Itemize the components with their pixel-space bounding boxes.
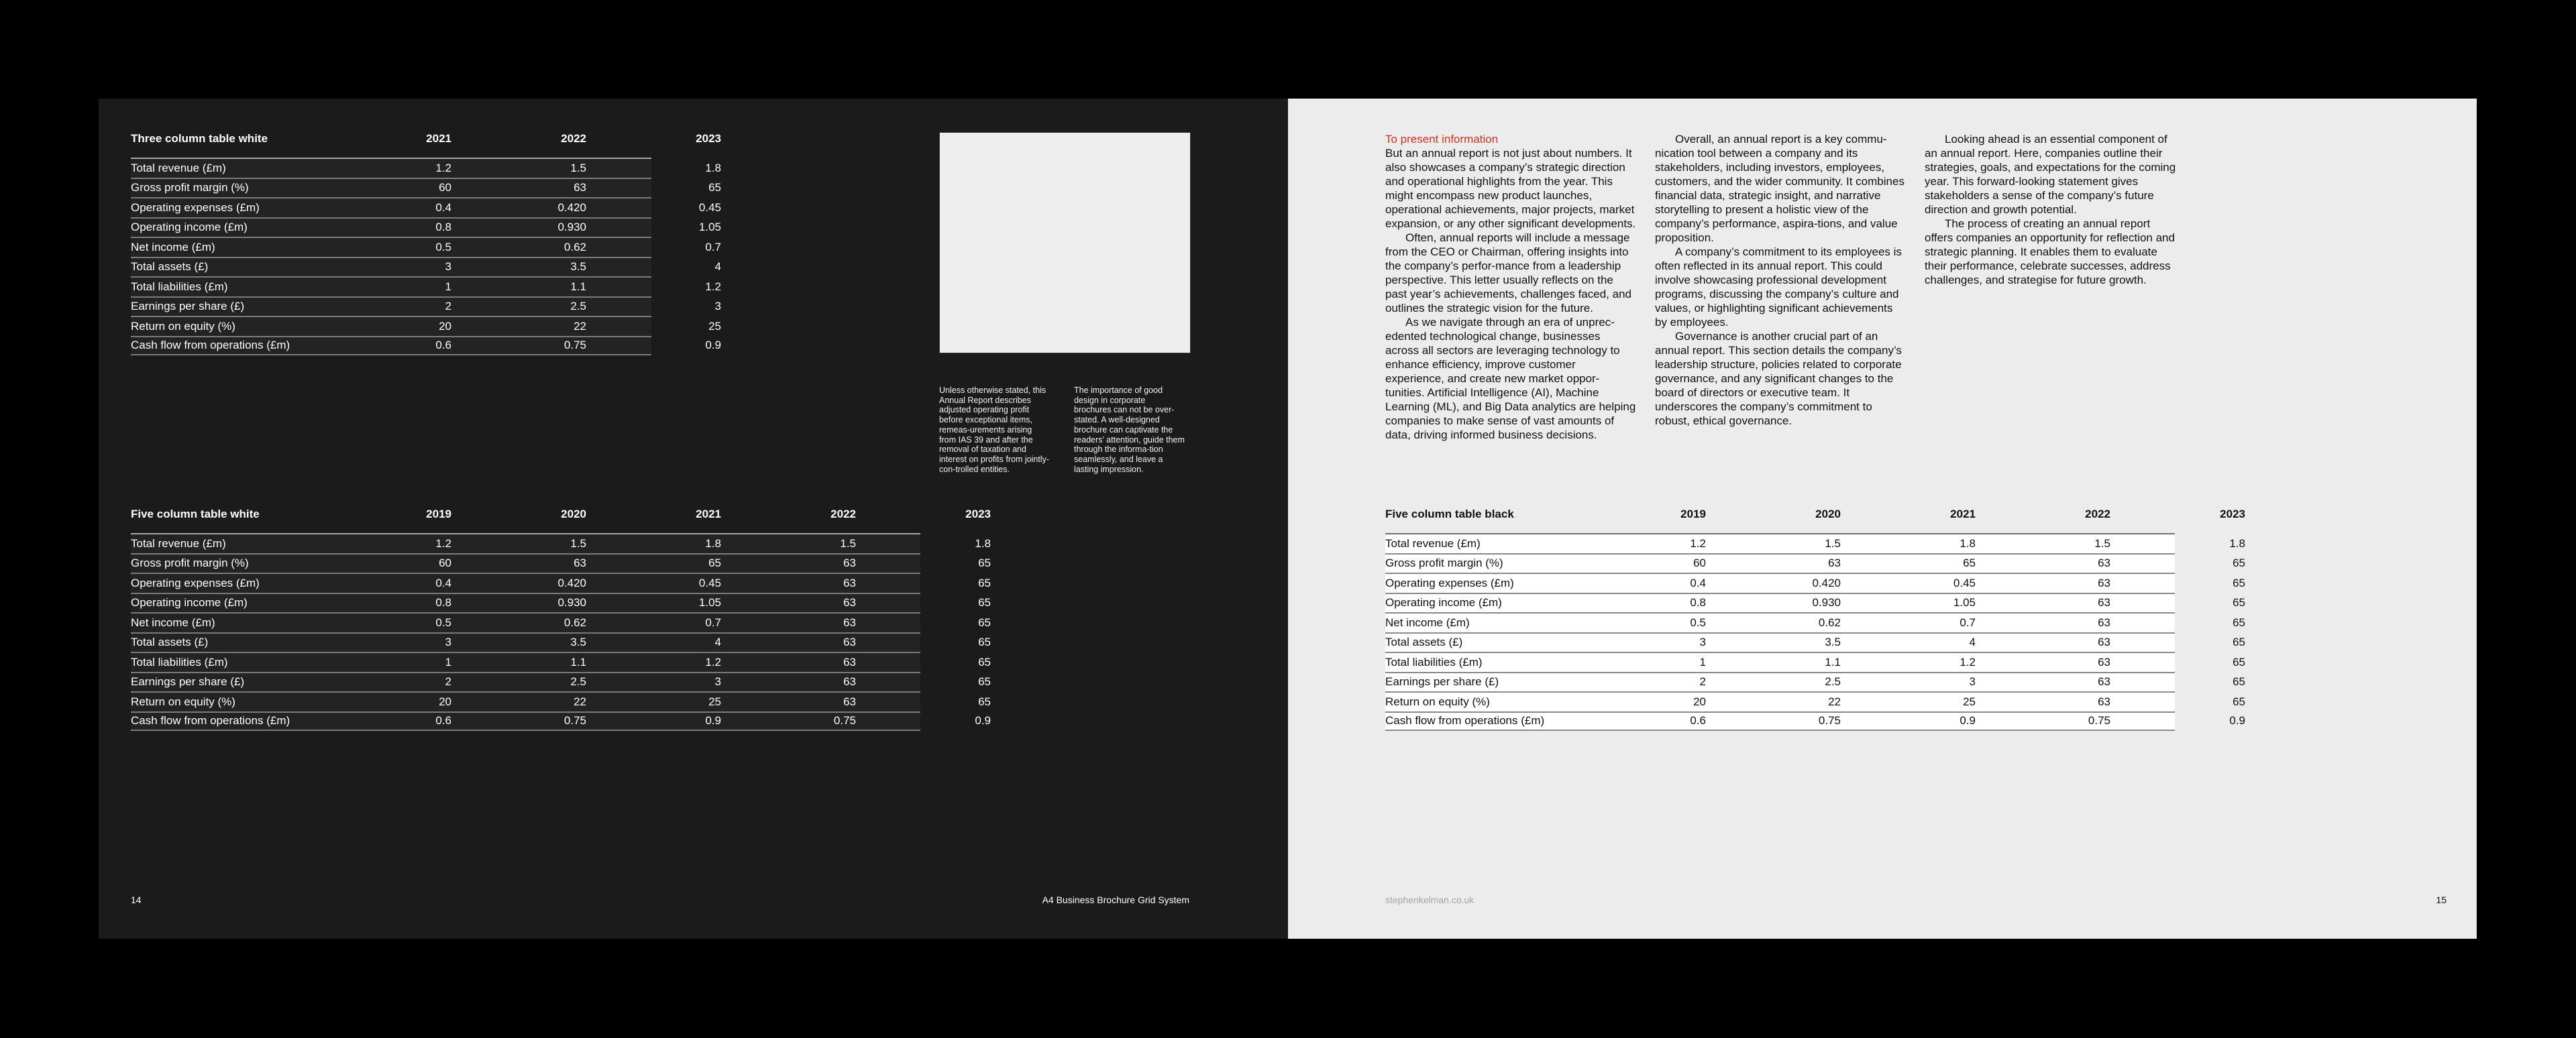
cell-value: 0.420 <box>1812 576 1841 589</box>
cell-value: 0.930 <box>557 596 586 610</box>
cell-value: 0.62 <box>1818 616 1841 629</box>
table-row <box>1385 652 2245 672</box>
paragraph: But an annual report is not just about numbers. It also showcases a company’s strategic direction and operational highlights from the year. This might encompass new product launches, operational achievements, major projects, market expansion, or any other significant developments. <box>1385 147 1636 230</box>
cell-value: 1.8 <box>1960 536 1976 550</box>
row-label: Earnings per share (£) <box>131 675 245 689</box>
table-row <box>131 336 721 356</box>
table-row <box>1385 691 2245 711</box>
cell-value: 1.5 <box>1825 536 1841 550</box>
cell-value: 1.8 <box>2229 536 2245 550</box>
cell-value: 63 <box>843 616 856 629</box>
cell-value: 0.8 <box>1690 596 1706 610</box>
cell-value: 22 <box>1828 695 1841 708</box>
cell-value: 0.9 <box>2229 714 2245 728</box>
cell-value: 1.1 <box>1825 655 1841 669</box>
table-row <box>131 217 721 237</box>
cell-value: 0.6 <box>1690 714 1706 728</box>
row-label: Net income (£m) <box>1385 616 1470 629</box>
cell-value: 0.7 <box>705 616 721 629</box>
cell-value: 1.5 <box>570 161 586 174</box>
table-row <box>131 652 991 672</box>
cell-value: 0.930 <box>557 221 586 234</box>
table-row <box>131 276 721 296</box>
cell-value: 2.5 <box>570 675 586 689</box>
cell-value: 63 <box>843 576 856 589</box>
cell-value: 65 <box>2233 636 2245 649</box>
table-row <box>131 237 721 257</box>
cell-value: 63 <box>843 655 856 669</box>
cell-value: 0.45 <box>698 576 721 589</box>
cell-value: 0.75 <box>2088 714 2110 728</box>
cell-value: 1.5 <box>840 536 856 550</box>
row-label: Return on equity (%) <box>1385 695 1490 708</box>
cell-value: 0.9 <box>975 714 991 728</box>
cell-value: 3.5 <box>1825 636 1841 649</box>
cell-value: 0.7 <box>705 240 721 253</box>
cell-value: 63 <box>2098 576 2110 589</box>
cell-value: 63 <box>2098 616 2110 629</box>
year-header: 2022 <box>830 508 856 520</box>
table-row <box>131 178 721 198</box>
year-header: 2022 <box>2085 508 2110 520</box>
cell-value: 1.2 <box>435 536 451 550</box>
cell-value: 63 <box>843 557 856 570</box>
cell-value: 65 <box>978 695 991 708</box>
cell-value: 63 <box>2098 675 2110 689</box>
right-page <box>1288 99 2477 939</box>
cell-value: 1.1 <box>570 280 586 293</box>
paragraph: Overall, an annual report is a key commu-nication tool between a company and its stakeholders, including investors, employees, customers, and the wider community. It combines financial data, strategic insight, and narrative storytelling to present a holistic view of the company’s performance, aspira-tions, and value proposition. <box>1655 133 1904 244</box>
cell-value: 25 <box>708 695 721 708</box>
row-label: Operating expenses (£m) <box>131 576 260 589</box>
cell-value: 65 <box>978 636 991 649</box>
table-row <box>131 573 991 593</box>
cell-value: 1.2 <box>705 280 721 293</box>
cell-value: 22 <box>574 319 586 333</box>
cell-value: 65 <box>2233 616 2245 629</box>
cell-value: 0.45 <box>698 200 721 214</box>
cell-value: 3.5 <box>570 260 586 274</box>
cell-value: 63 <box>574 557 586 570</box>
cell-value: 63 <box>2098 557 2110 570</box>
row-label: Total liabilities (£m) <box>131 655 228 669</box>
cell-value: 0.7 <box>1960 616 1976 629</box>
cell-value: 3.5 <box>570 636 586 649</box>
paragraph: Often, annual reports will include a message from the CEO or Chairman, offering insights into the company’s perfor-mance from a leadership perspective. This letter usually reflects on the past year’s achievements, challenges faced, and outlines the strategic vision for the future. <box>1385 231 1631 314</box>
row-label: Total assets (£) <box>1385 636 1463 649</box>
table-row <box>1385 711 2245 732</box>
cell-value: 22 <box>574 695 586 708</box>
year-header: 2019 <box>1680 508 1706 520</box>
cell-value: 63 <box>2098 655 2110 669</box>
cell-value: 65 <box>978 616 991 629</box>
text-column-2 <box>1655 132 1907 428</box>
table-title: Three column table white <box>131 132 268 145</box>
section-heading: To present information <box>1385 133 1499 146</box>
year-header: 2019 <box>426 508 451 520</box>
cell-value: 3 <box>445 636 451 649</box>
row-label: Total revenue (£m) <box>131 161 226 174</box>
cell-value: 0.75 <box>1818 714 1841 728</box>
table-row <box>131 553 991 573</box>
cell-value: 0.420 <box>557 576 586 589</box>
table-header <box>1385 505 2245 524</box>
table-title: Five column table black <box>1385 508 1514 520</box>
cell-value: 3 <box>1699 636 1706 649</box>
cell-value: 0.5 <box>435 240 451 253</box>
cell-value: 60 <box>1693 557 1706 570</box>
table-row <box>131 533 991 553</box>
three-column-table <box>131 129 721 355</box>
cell-value: 1 <box>445 280 451 293</box>
row-label: Cash flow from operations (£m) <box>131 339 290 352</box>
cell-value: 1.05 <box>1953 596 1976 610</box>
cell-value: 65 <box>708 557 721 570</box>
table-row <box>131 593 991 613</box>
cell-value: 4 <box>714 260 721 274</box>
cell-value: 1.05 <box>698 221 721 234</box>
cell-value: 0.4 <box>435 200 451 214</box>
cell-value: 63 <box>2098 636 2110 649</box>
row-label: Net income (£m) <box>131 240 215 253</box>
cell-value: 63 <box>843 695 856 708</box>
row-label: Total revenue (£m) <box>131 536 226 550</box>
cell-value: 4 <box>1969 636 1976 649</box>
cell-value: 65 <box>978 675 991 689</box>
cell-value: 65 <box>2233 596 2245 610</box>
table-row <box>1385 672 2245 692</box>
cell-value: 1.1 <box>570 655 586 669</box>
cell-value: 63 <box>843 636 856 649</box>
year-header: 2020 <box>1815 508 1841 520</box>
table-body <box>131 158 721 355</box>
cell-value: 0.4 <box>1690 576 1706 589</box>
cell-value: 0.75 <box>564 714 586 728</box>
table-row <box>131 711 991 732</box>
row-label: Total revenue (£m) <box>1385 536 1481 550</box>
cell-value: 1.2 <box>1690 536 1706 550</box>
cell-value: 0.5 <box>435 616 451 629</box>
table-row <box>131 672 991 692</box>
cell-value: 0.8 <box>435 221 451 234</box>
cell-value: 1.5 <box>2094 536 2110 550</box>
cell-value: 0.6 <box>435 339 451 352</box>
cell-value: 1.8 <box>705 161 721 174</box>
footer-title: A4 Business Brochure Grid System <box>1042 895 1189 905</box>
table-title: Five column table white <box>131 508 260 520</box>
cell-value: 4 <box>714 636 721 649</box>
year-header: 2023 <box>965 508 991 520</box>
row-label: Operating expenses (£m) <box>1385 576 1514 589</box>
cell-value: 0.930 <box>1812 596 1841 610</box>
table-row <box>1385 553 2245 573</box>
table-row <box>1385 573 2245 593</box>
year-header: 2023 <box>696 132 721 145</box>
cell-value: 1 <box>445 655 451 669</box>
cell-value: 2.5 <box>570 300 586 313</box>
five-column-table-black <box>1385 505 2245 731</box>
left-page <box>99 99 1288 939</box>
cell-value: 63 <box>574 181 586 194</box>
cell-value: 1.05 <box>698 596 721 610</box>
cell-value: 65 <box>978 596 991 610</box>
cell-value: 20 <box>439 695 451 708</box>
cell-value: 0.9 <box>1960 714 1976 728</box>
table-row <box>131 316 721 336</box>
cell-value: 60 <box>439 181 451 194</box>
cell-value: 63 <box>1828 557 1841 570</box>
cell-value: 0.4 <box>435 576 451 589</box>
row-label: Total assets (£) <box>131 260 209 274</box>
cell-value: 2.5 <box>1825 675 1841 689</box>
cell-value: 65 <box>978 655 991 669</box>
cell-value: 25 <box>708 319 721 333</box>
paragraph: Looking ahead is an essential component of an annual report. Here, companies outline their strategies, goals, and expectations for the coming year. This forward-looking statement gives stakeholders a sense of the company’s future direction and growth potential. <box>1925 133 2176 216</box>
table-row <box>131 197 721 217</box>
row-label: Cash flow from operations (£m) <box>1385 714 1545 728</box>
row-label: Earnings per share (£) <box>1385 675 1499 689</box>
row-label: Gross profit margin (%) <box>131 181 249 194</box>
row-label: Net income (£m) <box>131 616 215 629</box>
cell-value: 63 <box>2098 695 2110 708</box>
paragraph: As we navigate through an era of unprec-edented technological change, businesses across all sectors are leveraging technology to enhance efficiency, improve customer experience, and create new market oppor-tunities. Artificial Intelligence (AI), Machine Learning (ML), and Big Data analytics are helping companies to make sense of vast amounts of data, driving informed business decisions. <box>1385 316 1636 441</box>
cell-value: 0.420 <box>557 200 586 214</box>
row-label: Operating income (£m) <box>1385 596 1502 610</box>
table-row <box>131 612 991 632</box>
cell-value: 1.2 <box>1960 655 1976 669</box>
paragraph: A company’s commitment to its employees is often reflected in its annual report. This could involve showcasing professional development programs, discussing the company’s culture and values, or highlighting significant achievements by employees. <box>1655 245 1902 329</box>
cell-value: 65 <box>978 576 991 589</box>
cell-value: 1.8 <box>975 536 991 550</box>
row-label: Cash flow from operations (£m) <box>131 714 290 728</box>
cell-value: 0.62 <box>564 240 586 253</box>
table-row <box>131 257 721 277</box>
cell-value: 0.45 <box>1953 576 1976 589</box>
row-label: Operating expenses (£m) <box>131 200 260 214</box>
cell-value: 63 <box>2098 596 2110 610</box>
cell-value: 20 <box>1693 695 1706 708</box>
table-row <box>131 691 991 711</box>
caption-right: The importance of good design in corporate brochures can not be over-stated. A well-designed brochure can captivate the readers’ attention, guide them through the informa-tion seamlessly, and leave a lasting impression. <box>1074 386 1185 474</box>
footer-url: stephenkelman.co.uk <box>1385 895 1474 905</box>
cell-value: 0.9 <box>705 339 721 352</box>
row-label: Return on equity (%) <box>131 695 235 708</box>
row-label: Total assets (£) <box>131 636 209 649</box>
cell-value: 1.8 <box>705 536 721 550</box>
cell-value: 3 <box>445 260 451 274</box>
cell-value: 2 <box>1699 675 1706 689</box>
cell-value: 1.2 <box>435 161 451 174</box>
cell-value: 0.6 <box>435 714 451 728</box>
year-header: 2021 <box>1950 508 1976 520</box>
cell-value: 2 <box>445 300 451 313</box>
five-column-table-white <box>131 505 991 731</box>
year-header: 2023 <box>2220 508 2245 520</box>
year-header: 2020 <box>561 508 586 520</box>
cell-value: 65 <box>2233 557 2245 570</box>
table-row <box>1385 612 2245 632</box>
year-header: 2021 <box>426 132 451 145</box>
cell-value: 60 <box>439 557 451 570</box>
table-row <box>1385 632 2245 652</box>
row-label: Total liabilities (£m) <box>131 280 228 293</box>
table-row <box>1385 533 2245 553</box>
cell-value: 0.8 <box>435 596 451 610</box>
table-row <box>131 158 721 178</box>
table-row <box>131 632 991 652</box>
cell-value: 65 <box>708 181 721 194</box>
cell-value: 25 <box>1963 695 1976 708</box>
cell-value: 65 <box>2233 695 2245 708</box>
cell-value: 3 <box>714 675 721 689</box>
cell-value: 65 <box>2233 655 2245 669</box>
caption-left: Unless otherwise stated, this Annual Report describes adjusted operating profit before exceptional items, remeas-urements arising from IAS 39 and after the removal of taxation and interest on profits from jointly-con-trolled entities. <box>939 386 1049 474</box>
table-header <box>131 129 721 148</box>
cell-value: 0.9 <box>705 714 721 728</box>
row-label: Gross profit margin (%) <box>131 557 249 570</box>
row-label: Gross profit margin (%) <box>1385 557 1503 570</box>
row-label: Total liabilities (£m) <box>1385 655 1483 669</box>
table-body <box>131 533 991 731</box>
table-row <box>1385 593 2245 613</box>
cell-value: 0.5 <box>1690 616 1706 629</box>
text-column-1 <box>1385 132 1637 442</box>
table-header <box>131 505 991 524</box>
cell-value: 65 <box>978 557 991 570</box>
paragraph: The process of creating an annual report offers companies an opportunity for reflection and strategic planning. It enables them to evaluate their performance, celebrate successes, address challenges, and strategise for future growth. <box>1925 217 2175 286</box>
cell-value: 0.75 <box>564 339 586 352</box>
cell-value: 65 <box>1963 557 1976 570</box>
page-number: 14 <box>131 895 142 905</box>
row-label: Operating income (£m) <box>131 596 248 610</box>
cell-value: 1.5 <box>570 536 586 550</box>
cell-value: 1 <box>1699 655 1706 669</box>
year-header: 2021 <box>696 508 721 520</box>
page-number: 15 <box>2436 895 2447 905</box>
cell-value: 63 <box>843 675 856 689</box>
image-placeholder <box>939 132 1191 353</box>
text-column-3 <box>1925 132 2176 287</box>
cell-value: 20 <box>439 319 451 333</box>
cell-value: 0.75 <box>833 714 856 728</box>
cell-value: 3 <box>1969 675 1976 689</box>
cell-value: 63 <box>843 596 856 610</box>
cell-value: 0.62 <box>564 616 586 629</box>
row-label: Return on equity (%) <box>131 319 235 333</box>
cell-value: 1.2 <box>705 655 721 669</box>
paragraph: Governance is another crucial part of an annual report. This section details the company’s leadership structure, policies related to corporate governance, and any significant changes to the board of directors or executive team. It underscores the company’s commitment to robust, ethical governance. <box>1655 330 1902 427</box>
cell-value: 65 <box>2233 576 2245 589</box>
year-header: 2022 <box>561 132 586 145</box>
cell-value: 3 <box>714 300 721 313</box>
row-label: Earnings per share (£) <box>131 300 245 313</box>
row-label: Operating income (£m) <box>131 221 248 234</box>
cell-value: 65 <box>2233 675 2245 689</box>
cell-value: 2 <box>445 675 451 689</box>
table-body <box>1385 533 2245 731</box>
table-row <box>131 296 721 316</box>
